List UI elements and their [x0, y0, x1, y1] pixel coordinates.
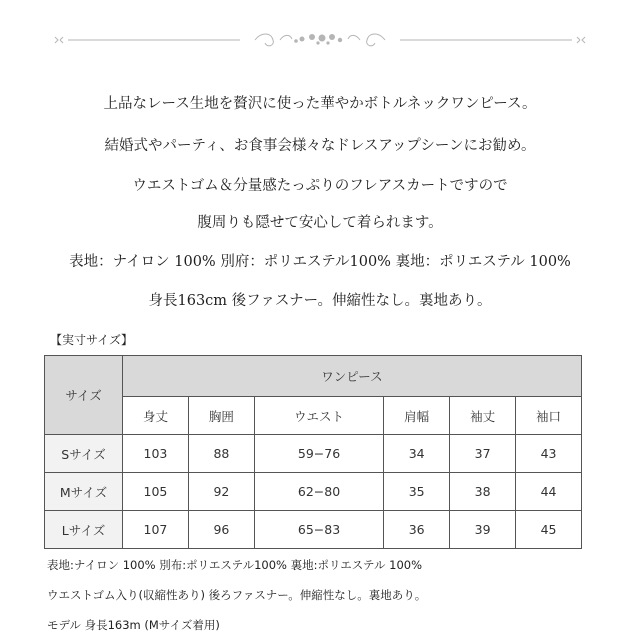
table-cell: 36	[384, 511, 450, 549]
table-row	[45, 511, 582, 549]
column-header: 胸囲	[188, 397, 254, 435]
size-cell: Sサイズ	[45, 435, 123, 473]
table-cell: 103	[123, 435, 189, 473]
column-header: 袖口	[516, 397, 582, 435]
table-cell: 62−80	[254, 473, 383, 511]
footer-feature-note: ウエストゴム入り(収縮性あり) 後ろファスナー。伸縮性なし。裏地あり。	[47, 588, 427, 602]
table-cell: 34	[384, 435, 450, 473]
table-cell: 59−76	[254, 435, 383, 473]
size-table	[44, 355, 582, 549]
table-cell: 35	[384, 473, 450, 511]
table-cell: 45	[516, 511, 582, 549]
table-row	[45, 473, 582, 511]
table-cell: 92	[188, 473, 254, 511]
table-cell: 37	[450, 435, 516, 473]
column-header: 肩幅	[384, 397, 450, 435]
table-cell: 39	[450, 511, 516, 549]
size-cell: Lサイズ	[45, 511, 123, 549]
table-row	[45, 435, 582, 473]
table-cell: 88	[188, 435, 254, 473]
table-cell: 105	[123, 473, 189, 511]
column-header: 身丈	[123, 397, 189, 435]
table-cell: 43	[516, 435, 582, 473]
description-line-1: 上品なレース生地を贅沢に使った華やかボトルネックワンピース。	[103, 96, 537, 112]
table-cell: 107	[123, 511, 189, 549]
table-cell: 44	[516, 473, 582, 511]
actual-size-label: 【実寸サイズ】	[50, 333, 134, 347]
description-line-5: 表地：ナイロン 100% 別府：ポリエステル100% 裏地：ポリエステル 100%	[69, 254, 571, 270]
description-line-4: 腹周りも隠せて安心して着られます。	[197, 215, 443, 231]
table-cell: 65−83	[254, 511, 383, 549]
column-header: 袖丈	[450, 397, 516, 435]
footer-model-note: モデル 身長163m (Mサイズ着用)	[47, 618, 220, 632]
table-cell: 38	[450, 473, 516, 511]
description-line-2: 結婚式やパーティ、お食事会様々なドレスアップシーンにお勧め。	[104, 138, 536, 154]
size-column-header: サイズ	[45, 356, 123, 435]
description-line-3: ウエストゴム＆分量感たっぷりのフレアスカートですので	[132, 178, 508, 194]
ornamental-divider	[50, 28, 590, 52]
footer-material-note: 表地:ナイロン 100% 別布:ポリエステル100% 裏地:ポリエステル 100%	[47, 558, 422, 572]
column-header: ウエスト	[254, 397, 383, 435]
size-cell: Mサイズ	[45, 473, 123, 511]
description-line-6: 身長163cm 後ファスナー。伸縮性なし。裏地あり。	[148, 293, 492, 309]
table-cell: 96	[188, 511, 254, 549]
onepiece-group-header: ワンピース	[123, 356, 582, 397]
